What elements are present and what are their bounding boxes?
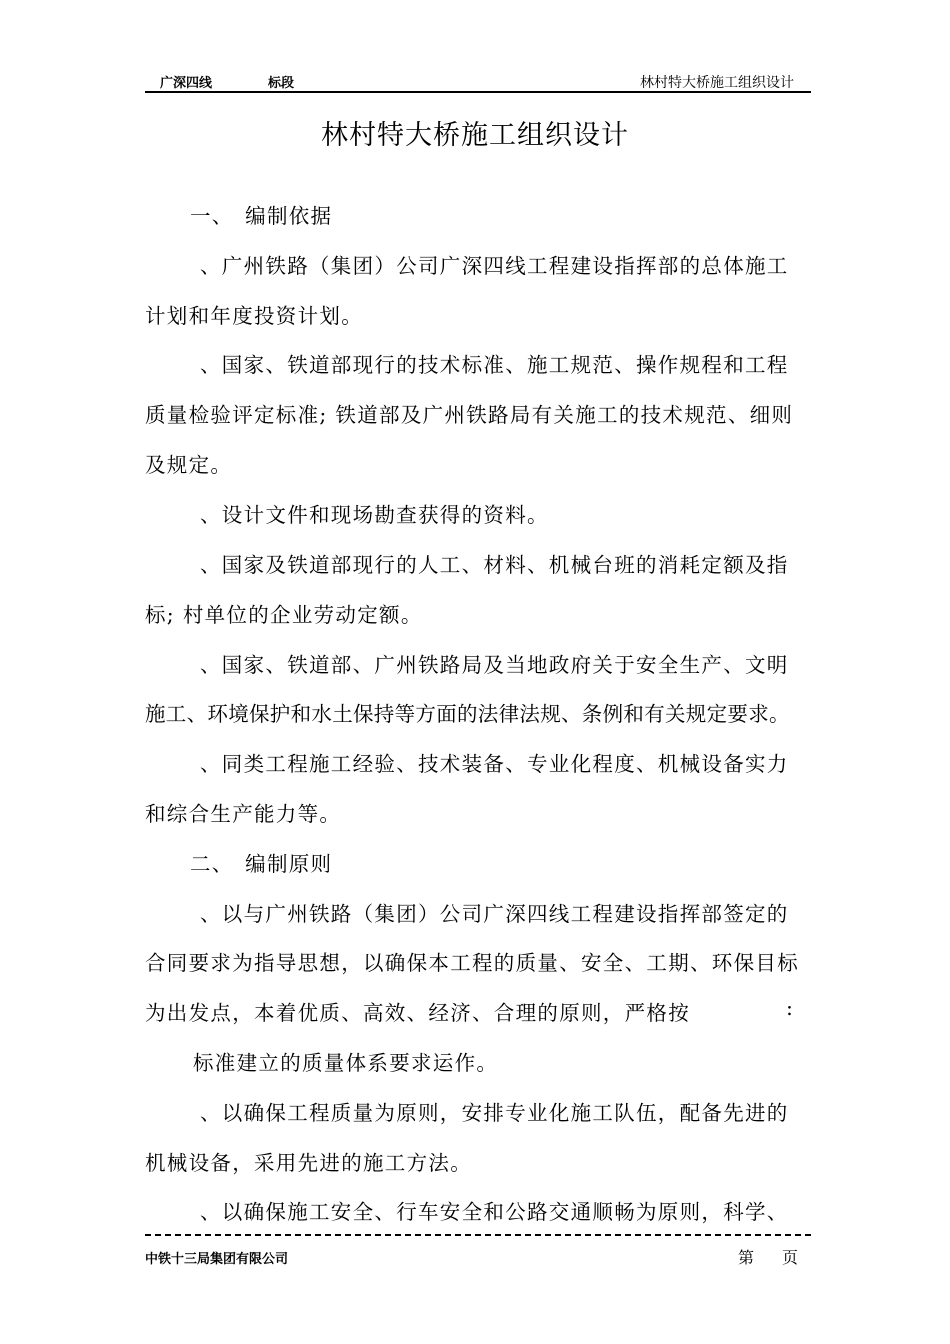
paragraph-line: 标准建立的质量体系要求运作。 bbox=[193, 1051, 499, 1075]
footer-page-label: 第 bbox=[738, 1248, 755, 1267]
header-rule bbox=[145, 91, 811, 93]
paragraph-line: 、国家、铁道部、广州铁路局及当地政府关于安全生产、文明 bbox=[200, 653, 789, 677]
footer-page-suffix: 页 bbox=[782, 1248, 799, 1267]
section-heading-2: 二、 编制原则 bbox=[190, 852, 333, 876]
paragraph-line: 机械设备，采用先进的施工方法。 bbox=[145, 1151, 472, 1175]
section-heading-1: 一、 编制依据 bbox=[190, 204, 333, 228]
paragraph-line: 、国家、铁道部现行的技术标准、施工规范、操作规程和工程 bbox=[200, 353, 789, 377]
page-title: 林村特大桥施工组织设计 bbox=[321, 120, 629, 151]
paragraph-line: 标; 村单位的企业劳动定额。 bbox=[145, 603, 423, 627]
footer-company: 中铁十三局集团有限公司 bbox=[145, 1252, 289, 1267]
colon-mark: : bbox=[786, 996, 795, 1020]
paragraph-line: 和综合生产能力等。 bbox=[145, 802, 342, 826]
header-doc-title: 林村特大桥施工组织设计 bbox=[640, 75, 794, 91]
paragraph-line: 、广州铁路（集团）公司广深四线工程建设指挥部的总体施工 bbox=[200, 254, 789, 278]
paragraph-line: 及规定。 bbox=[145, 453, 233, 477]
header-section: 标段 bbox=[268, 76, 295, 91]
paragraph-line: 施工、环境保护和水土保持等方面的法律法规、条例和有关规定要求。 bbox=[145, 702, 790, 726]
header-project: 广深四线 bbox=[160, 76, 213, 91]
paragraph-line: 为出发点，本着优质、高效、经济、合理的原则，严格按 bbox=[145, 1001, 690, 1025]
paragraph-line: 、国家及铁道部现行的人工、材料、机械台班的消耗定额及指 bbox=[200, 553, 789, 577]
paragraph-line: 、以确保工程质量为原则，安排专业化施工队伍，配备先进的 bbox=[200, 1101, 789, 1125]
paragraph-line: 、设计文件和现场勘查获得的资料。 bbox=[200, 503, 549, 527]
paragraph-line: 、以与广州铁路（集团）公司广深四线工程建设指挥部签定的 bbox=[200, 902, 789, 926]
paragraph-line: 、以确保施工安全、行车安全和公路交通顺畅为原则，科学、 bbox=[200, 1200, 789, 1224]
paragraph-line: 质量检验评定标准; 铁道部及广州铁路局有关施工的技术规范、细则 bbox=[145, 403, 794, 427]
paragraph-line: 、同类工程施工经验、技术装备、专业化程度、机械设备实力 bbox=[200, 752, 789, 776]
paragraph-line: 计划和年度投资计划。 bbox=[145, 304, 363, 328]
paragraph-line: 合同要求为指导思想，以确保本工程的质量、安全、工期、环保目标 bbox=[145, 951, 799, 975]
footer-rule bbox=[145, 1234, 811, 1236]
